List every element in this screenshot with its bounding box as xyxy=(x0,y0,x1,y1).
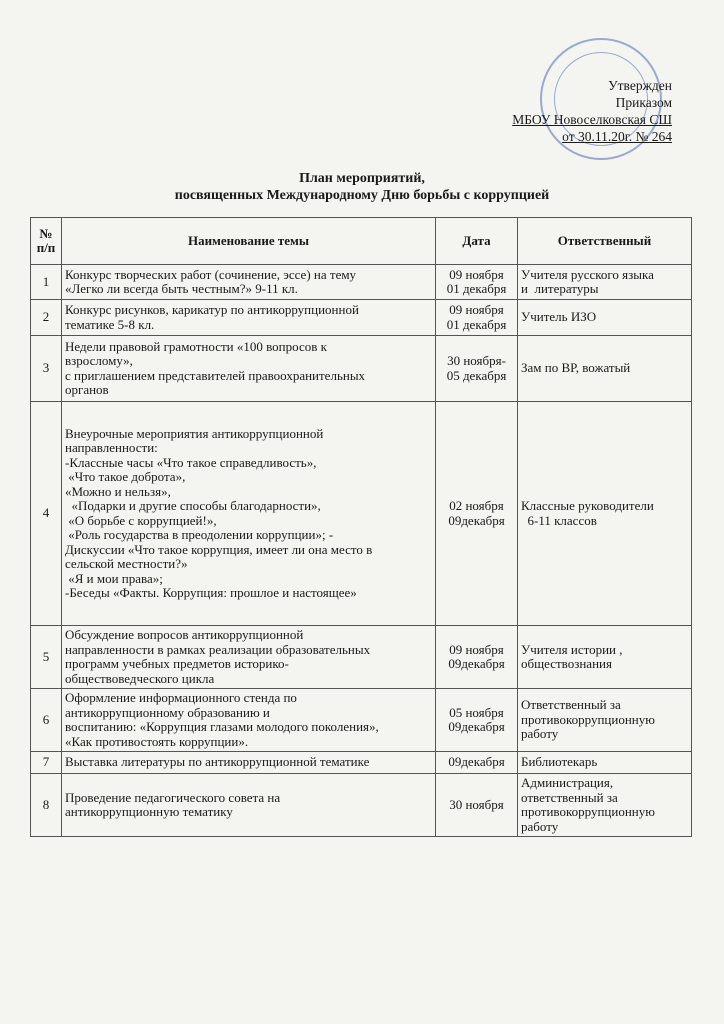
cell-responsible-line: Учителя истории , xyxy=(521,641,623,657)
cell-topic-line: Проведение педагогического совета на xyxy=(65,789,281,805)
cell-topic-line: Дискуссии «Что такое коррупция, имеет ли она место в xyxy=(65,541,373,557)
cell-responsible xyxy=(518,626,692,689)
cell-responsible xyxy=(518,689,692,752)
cell-topic-line: взрослому», xyxy=(65,353,133,368)
cell-topic xyxy=(62,336,436,402)
table-row xyxy=(31,752,692,774)
cell-date xyxy=(436,402,518,626)
cell-responsible xyxy=(518,402,692,626)
cell-topic-line: воспитанию: «Коррупция глазами молодого поколения», xyxy=(65,719,379,734)
cell-topic-line: направленности: xyxy=(65,440,158,455)
document-title xyxy=(0,170,724,204)
cell-topic-line: с приглашением представителей правоохранительных xyxy=(65,367,366,383)
cell-responsible-line: 6-11 классов xyxy=(521,512,597,528)
cell-responsible-line: Классные руководители xyxy=(521,498,654,513)
cell-topic xyxy=(62,774,436,837)
cell-topic-line: Конкурс рисунков, карикатур по антикоррупционной xyxy=(65,302,359,317)
cell-responsible xyxy=(518,300,692,336)
cell-num: 7 xyxy=(31,752,62,774)
table-row xyxy=(31,689,692,752)
cell-topic-line: обществоведческого цикла xyxy=(65,670,215,686)
cell-date-line: 09декабря xyxy=(448,754,505,770)
cell-date-line: 09 ноября xyxy=(449,641,504,657)
cell-responsible xyxy=(518,774,692,837)
cell-responsible-line: Администрация, xyxy=(521,775,614,790)
cell-topic-line: -Классные часы «Что такое справедливость», xyxy=(65,454,317,470)
cell-topic-line: сельской местности?» xyxy=(65,556,188,571)
cell-topic xyxy=(62,402,436,626)
cell-num: 8 xyxy=(31,774,62,837)
table-row xyxy=(31,402,692,626)
events-table xyxy=(30,217,692,837)
title-line-1: План мероприятий, xyxy=(299,171,425,186)
cell-topic-line: -Беседы «Факты. Коррупция: прошлое и настоящее» xyxy=(65,585,357,600)
cell-date-line: 09декабря xyxy=(448,656,505,671)
cell-date-line: 05 ноября xyxy=(449,704,504,720)
approval-line-3: МБОУ Новоселковская СШ xyxy=(512,112,672,127)
cell-date-line: 01 декабря xyxy=(446,316,507,332)
cell-responsible-line: работу xyxy=(521,818,559,834)
cell-topic-line: антикоррупционному образованию и xyxy=(65,704,270,720)
cell-num: 6 xyxy=(31,689,62,752)
header-num: № п/п xyxy=(31,218,62,265)
cell-date-line: 09декабря xyxy=(448,512,505,528)
cell-date xyxy=(436,689,518,752)
table-row xyxy=(31,265,692,300)
table-row xyxy=(31,336,692,402)
cell-responsible-line: и литературы xyxy=(521,281,599,296)
cell-responsible-line: Ответственный за xyxy=(521,697,621,713)
cell-topic-line: Обсуждение вопросов антикоррупционной xyxy=(65,627,304,642)
cell-topic-line: Недели правовой грамотности «100 вопросов к xyxy=(65,338,327,354)
cell-topic xyxy=(62,689,436,752)
cell-topic-line: Выставка литературы по антикоррупционной тематике xyxy=(65,754,370,770)
cell-topic-line: антикоррупционную тематику xyxy=(65,804,233,819)
cell-date xyxy=(436,300,518,336)
cell-num: 4 xyxy=(31,402,62,626)
cell-date-line: 09 ноября xyxy=(449,302,504,317)
cell-responsible xyxy=(518,336,692,402)
cell-date-line: 30 ноября- xyxy=(447,353,506,368)
cell-topic-line: «Я и мои права»; xyxy=(65,570,163,586)
cell-date-line: 05 декабря xyxy=(446,367,507,383)
approval-line-1: Утвержден xyxy=(608,78,672,93)
cell-topic-line: тематике 5-8 кл. xyxy=(65,316,155,332)
cell-date-line: 02 ноября xyxy=(449,498,504,513)
cell-num: 2 xyxy=(31,300,62,336)
cell-responsible xyxy=(518,752,692,774)
cell-topic-line: «Роль государства в преодолении коррупции»; - xyxy=(65,527,334,542)
cell-topic-line: Внеурочные мероприятия антикоррупционной xyxy=(65,425,324,441)
cell-date-line: 09декабря xyxy=(448,719,505,734)
header-topic: Наименование темы xyxy=(62,218,436,265)
cell-responsible-line: обществознания xyxy=(521,656,612,671)
cell-responsible-line: противокоррупционную xyxy=(521,711,655,727)
header-date: Дата xyxy=(436,218,518,265)
cell-topic-line: «Что такое доброта», xyxy=(65,469,186,484)
cell-responsible-line: Зам по ВР, вожатый xyxy=(521,360,631,376)
table-row xyxy=(31,626,692,689)
approval-line-4: от 30.11.20г. № 264 xyxy=(562,129,672,144)
cell-num: 5 xyxy=(31,626,62,689)
cell-topic-line: «О борьбе с коррупцией!», xyxy=(65,512,217,528)
cell-responsible-line: Учителя русского языка xyxy=(521,266,654,282)
header-responsible: Ответственный xyxy=(518,218,692,265)
cell-responsible-line: работу xyxy=(521,726,559,742)
cell-date-line: 09 ноября xyxy=(449,266,504,282)
cell-date xyxy=(436,336,518,402)
cell-num: 1 xyxy=(31,265,62,300)
cell-date xyxy=(436,752,518,774)
cell-responsible-line: противокоррупционную xyxy=(521,804,655,819)
cell-topic-line: программ учебных предметов историко- xyxy=(65,656,289,671)
cell-responsible-line: Учитель ИЗО xyxy=(521,309,597,325)
cell-date xyxy=(436,626,518,689)
cell-topic xyxy=(62,265,436,300)
cell-topic xyxy=(62,626,436,689)
cell-date-line: 30 ноября xyxy=(449,796,504,812)
cell-responsible-line: Библиотекарь xyxy=(521,754,598,770)
cell-topic-line: «Подарки и другие способы благодарности», xyxy=(65,498,321,513)
cell-topic-line: «Можно и нельзя», xyxy=(65,483,171,499)
cell-topic-line: Оформление информационного стенда по xyxy=(65,690,297,705)
cell-topic-line: «Легко ли всегда быть честным?» 9-11 кл. xyxy=(65,281,298,296)
cell-date xyxy=(436,265,518,300)
cell-topic xyxy=(62,300,436,336)
title-line-2: посвященных Международному Дню борьбы с коррупцией xyxy=(174,188,550,203)
approval-line-2: Приказом xyxy=(615,95,672,110)
approval-block xyxy=(512,77,672,145)
table-row xyxy=(31,300,692,336)
cell-topic-line: Конкурс творческих работ (сочинение, эссе) на тему xyxy=(65,266,357,282)
cell-topic-line: направленности в рамках реализации образовательных xyxy=(65,641,371,657)
cell-num: 3 xyxy=(31,336,62,402)
cell-topic-line: органов xyxy=(65,382,109,397)
table-row xyxy=(31,774,692,837)
cell-date-line: 01 декабря xyxy=(446,281,507,296)
cell-date xyxy=(436,774,518,837)
table-header-row xyxy=(31,218,692,265)
cell-responsible-line: ответственный за xyxy=(521,789,618,805)
cell-responsible xyxy=(518,265,692,300)
cell-topic xyxy=(62,752,436,774)
cell-topic-line: «Как противостоять коррупции». xyxy=(65,733,249,749)
